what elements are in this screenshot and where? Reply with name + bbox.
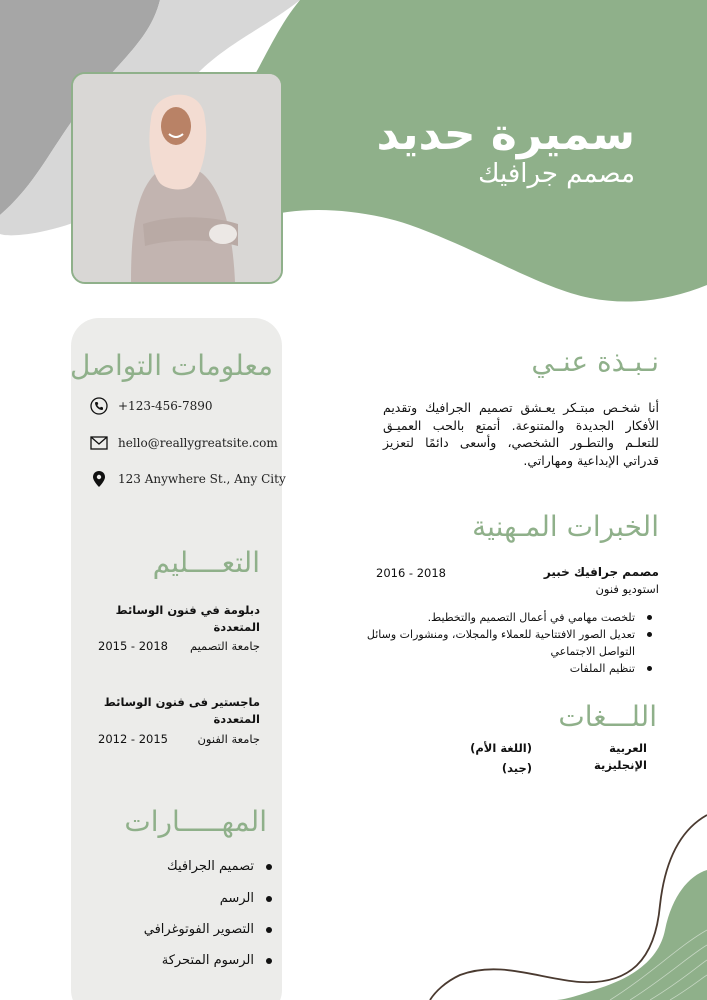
person-role: مصمم جرافيك <box>478 159 635 189</box>
skill-label: تصميم الجرافيك <box>167 859 254 874</box>
education-years: 2015 - 2018 <box>98 639 168 653</box>
education-degree: دبلومة في فنون الوسائط المتعددة <box>115 603 260 634</box>
education-heading: التعــــليم <box>152 546 260 579</box>
language-name: الإنجليزية <box>594 758 647 772</box>
language-name: العربية <box>609 741 647 755</box>
contact-phone: +123-456-7890 <box>118 399 213 413</box>
education-school: جامعة التصميم <box>189 639 260 653</box>
contact-email-row <box>89 433 278 453</box>
person-name: سميرة حديد <box>376 109 635 160</box>
bullet-dot <box>266 896 272 902</box>
skill-label: الرسم <box>219 891 254 906</box>
skills-heading: المهـــــارات <box>124 805 267 838</box>
contact-address-row <box>89 469 286 489</box>
job-years: 2016 - 2018 <box>376 566 446 580</box>
education-degree: ماجستير فى فنون الوسائط المتعددة <box>103 695 260 726</box>
language-level: (اللغة الأم) <box>470 741 532 755</box>
job-title: مصمم جرافيك خبير <box>543 565 659 579</box>
about-text: أنا شخـص مبتـكر يعـشق تصميم الجرافيك وتقديم الأفكار الجديدة والمتنوعة. أتمتع بالحب العميـق للتعلـم والتطـور الشخصي، وأسعى دائمًا لتعزيز قدراتي الإبداعية ومهاراتي. <box>383 400 659 468</box>
education-years: 2012 - 2015 <box>98 732 168 746</box>
about-heading: نـبـذة عنـي <box>531 345 659 378</box>
skill-item <box>162 953 272 968</box>
skill-item <box>144 922 272 937</box>
job-duty-item: تنظيم الملفات <box>365 660 655 677</box>
job-duty-item: تلخصت مهامي في أعمال التصميم والتخطيط. <box>365 609 655 626</box>
job-company: استوديو فنون <box>595 582 659 596</box>
mail-icon <box>89 433 109 453</box>
bullet-dot <box>266 958 272 964</box>
education-school: جامعة الفنون <box>197 732 260 746</box>
skill-item <box>220 891 272 906</box>
location-pin-icon <box>89 469 109 489</box>
languages-heading: اللـــغات <box>558 700 657 733</box>
profile-photo <box>71 72 283 284</box>
experience-heading: الخبرات المـهنية <box>472 510 659 543</box>
contact-email[interactable]: hello@reallygreatsite.com <box>118 436 278 450</box>
language-level: (جيد) <box>501 761 532 775</box>
job-duty-item: تعديل الصور الافتتاحية للعملاء والمجلات، ومنشورات وسائل التواصل الاجتماعي <box>365 626 655 660</box>
green-blob-bottom <box>555 870 707 1000</box>
profile-photo-illustration <box>73 74 281 282</box>
contact-heading: معلومات التواصل <box>69 349 273 382</box>
bullet-dot <box>266 927 272 933</box>
bullet-dot <box>266 864 272 870</box>
contact-phone-row <box>89 396 213 416</box>
skill-label: التصوير الفوتوغرافي <box>143 922 254 937</box>
job-duties-list <box>365 609 655 677</box>
skill-label: الرسوم المتحركة <box>161 953 254 968</box>
contact-address: 123 Anywhere St., Any City <box>118 472 286 486</box>
skill-item <box>167 859 272 874</box>
phone-icon <box>89 396 109 416</box>
